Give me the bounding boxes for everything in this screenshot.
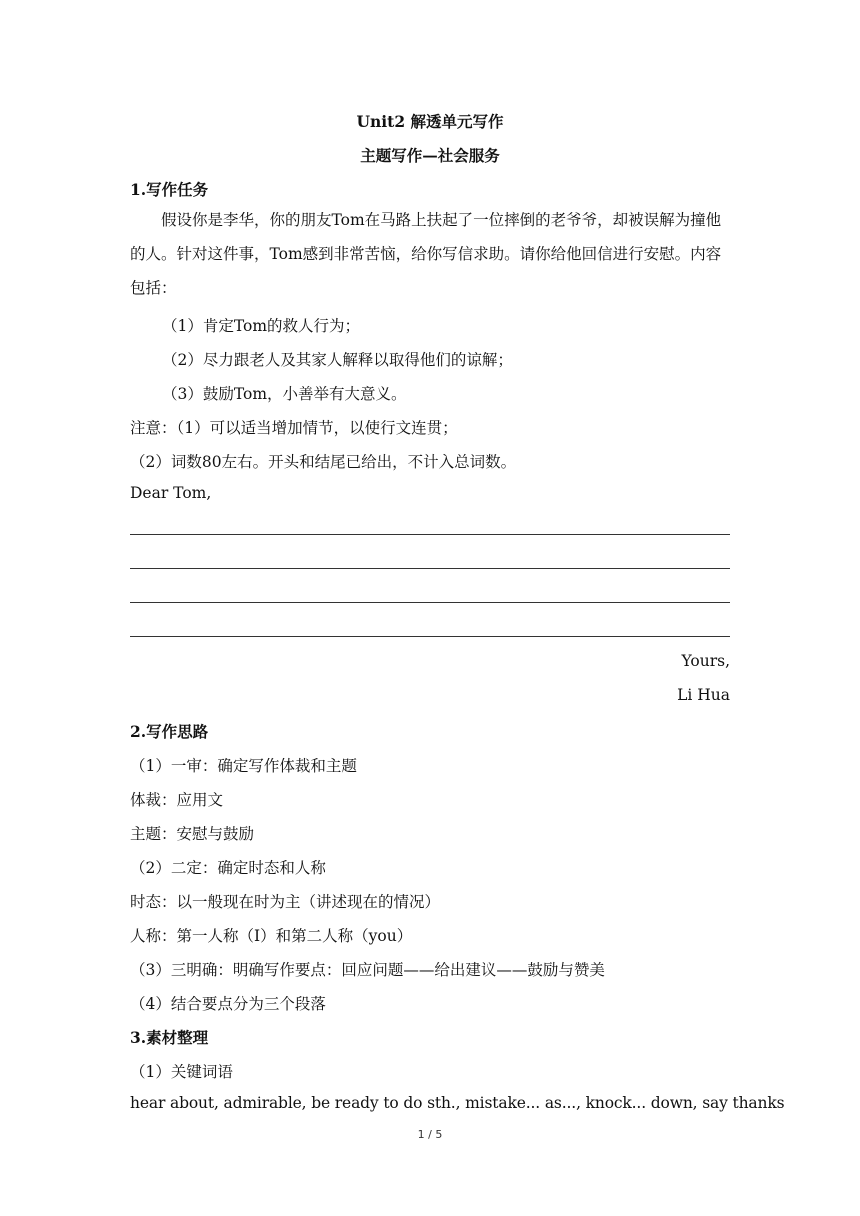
page-title: Unit2 解透单元写作 xyxy=(356,112,504,131)
section-3-heading: 3.素材整理 xyxy=(130,1028,209,1047)
writing-line xyxy=(130,602,730,603)
letter-closing: Yours, xyxy=(681,652,730,670)
writing-line xyxy=(130,534,730,535)
section-3-subheading: （1）关键词语 xyxy=(130,1063,233,1081)
outline-line: 主题：安慰与鼓励 xyxy=(130,825,255,843)
outline-line: （1）一审：确定写作体裁和主题 xyxy=(130,757,357,775)
outline-line: （4）结合要点分为三个段落 xyxy=(130,995,326,1013)
letter-signature: Li Hua xyxy=(677,686,730,704)
page-number: 1 / 5 xyxy=(417,1128,443,1141)
section-2-heading: 2.写作思路 xyxy=(130,722,209,741)
note-line-1: 注意：（1）可以适当增加情节，以使行文连贯； xyxy=(130,419,458,437)
note-line-2: （2）词数80左右。开头和结尾已给出，不计入总词数。 xyxy=(130,453,517,471)
outline-line: 人称：第一人称（I）和第二人称（you） xyxy=(130,927,413,945)
task-paragraph: 假设你是李华，你的朋友Tom在马路上扶起了一位摔倒的老爷爷，却被误解为撞他的人。针对这件事，Tom感到非常苦恼，给你写信求助。请你给他回信进行安慰。内容包括： xyxy=(130,211,722,297)
letter-greeting: Dear Tom, xyxy=(130,484,212,502)
outline-line: （2）二定：确定时态和人称 xyxy=(130,859,326,877)
task-item-3: （3）鼓励Tom，小善举有大意义。 xyxy=(162,385,407,403)
section-1-heading: 1.写作任务 xyxy=(130,180,209,199)
outline-line: 时态：以一般现在时为主（讲述现在的情况） xyxy=(130,893,441,911)
task-item-2: （2）尽力跟老人及其家人解释以取得他们的谅解； xyxy=(162,351,513,369)
task-item-1: （1）肯定Tom的救人行为； xyxy=(162,317,361,335)
writing-line xyxy=(130,568,730,569)
key-words-line: hear about, admirable, be ready to do sth., mistake... as..., knock... down, say thanks xyxy=(130,1094,785,1112)
outline-line: （3）三明确：明确写作要点：回应问题——给出建议——鼓励与赞美 xyxy=(130,961,605,979)
outline-line: 体裁：应用文 xyxy=(130,791,224,809)
page-subtitle: 主题写作—社会服务 xyxy=(360,146,500,165)
writing-line xyxy=(130,636,730,637)
